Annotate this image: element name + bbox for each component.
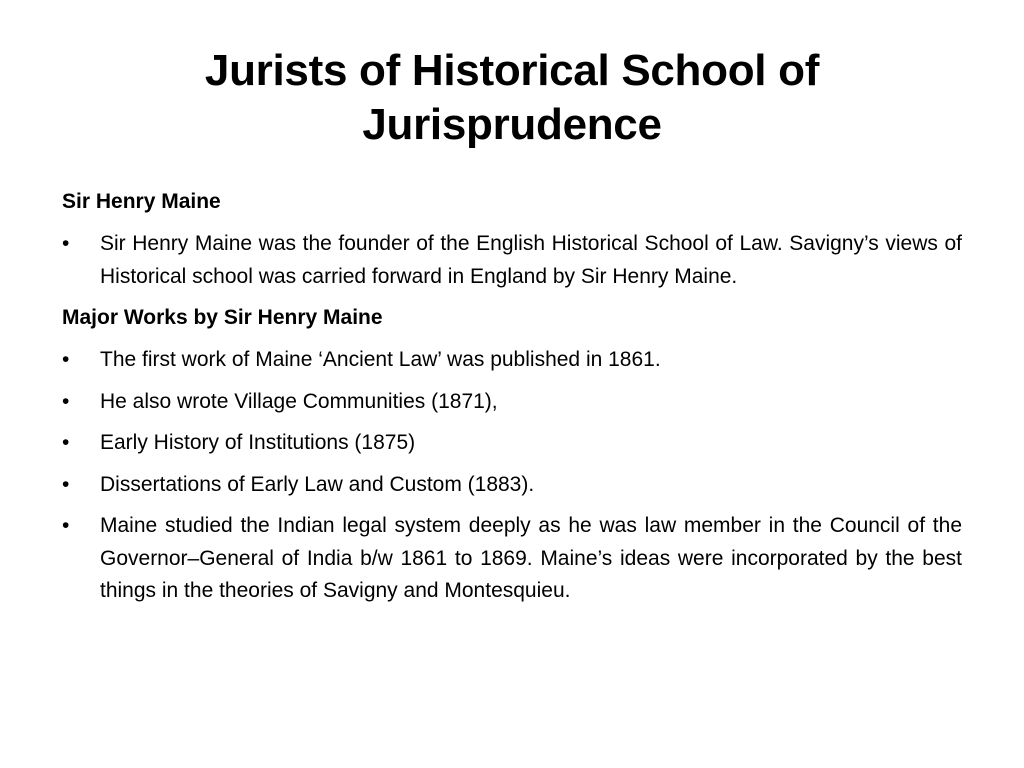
bullet-item — [62, 344, 962, 377]
bullet-text: Sir Henry Maine was the founder of the English Historical School of Law. Savigny’s views of Historical school was carried forward in England by Sir Henry Maine. — [100, 232, 962, 288]
bullet-item — [62, 228, 962, 293]
bullet-text: Early History of Institutions (1875) — [100, 431, 416, 454]
bullet-item — [62, 386, 962, 419]
bullet-icon: • — [62, 514, 70, 537]
section-heading-major-works: Major Works by Sir Henry Maine — [62, 306, 383, 329]
bullet-item — [62, 427, 962, 460]
bullet-text: He also wrote Village Communities (1871), — [100, 389, 498, 413]
section-heading-sir-henry-maine: Sir Henry Maine — [62, 190, 221, 213]
bullet-item — [62, 469, 962, 502]
bullet-item — [62, 510, 962, 608]
bullet-icon: • — [62, 472, 70, 496]
bullet-icon: • — [62, 348, 70, 371]
bullet-text: The first work of Maine ‘Ancient Law’ was published in 1861. — [100, 348, 661, 371]
bullet-icon: • — [62, 431, 70, 454]
bullet-text: Dissertations of Early Law and Custom (1883). — [100, 472, 535, 496]
bullet-icon: • — [62, 232, 70, 255]
slide-title: Jurists of Historical School of Jurisprudence — [204, 46, 820, 149]
bullet-text: Maine studied the Indian legal system deeply as he was law member in the Council of the Governor–General of India b/w 1861 to 1869. Maine’s ideas were incorporated by the best things in the theories of Savigny and Montesquieu. — [100, 514, 962, 602]
slide-body — [62, 186, 962, 617]
bullet-icon: • — [62, 389, 70, 413]
